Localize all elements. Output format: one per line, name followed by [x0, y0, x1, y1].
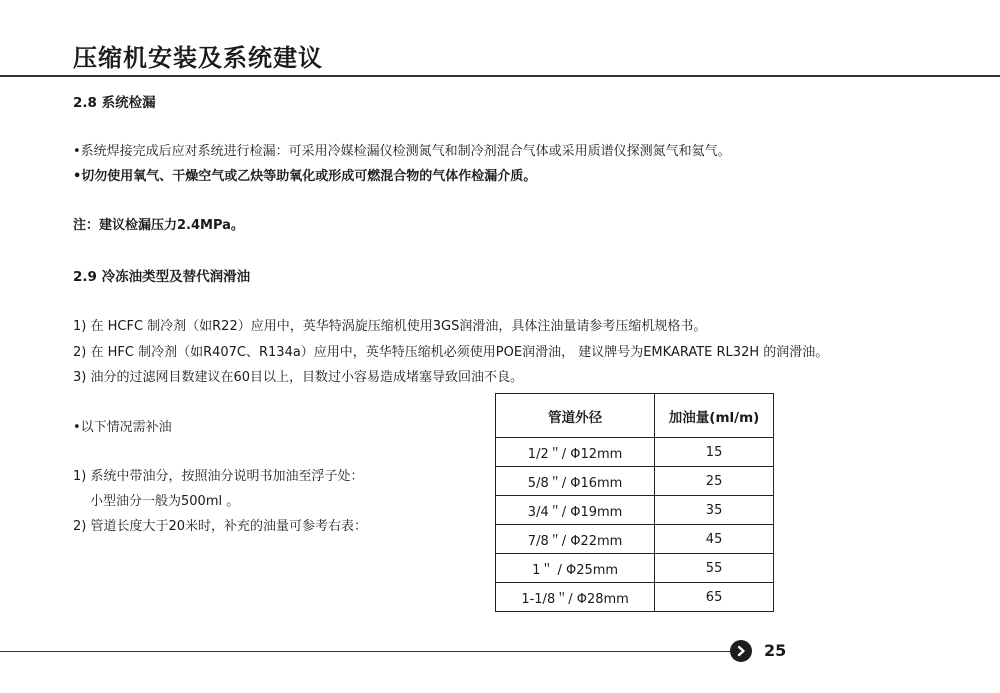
table-row: [496, 496, 774, 525]
page-title: 压缩机安装及系统建议: [73, 44, 323, 72]
table-row: [496, 554, 774, 583]
table-header-row: [496, 394, 774, 438]
header-divider: [0, 75, 1000, 77]
pipe-size-cell: 5/8＂/ Φ16mm: [496, 467, 655, 496]
pipe-size-cell: 1-1/8＂/ Φ28mm: [496, 583, 655, 612]
refill-item-1-cont: 小型油分一般为500ml 。: [90, 494, 240, 509]
oil-refill-table: [495, 393, 774, 612]
oil-item-3: 3) 油分的过滤网目数建议在60目以上，目数过小容易造成堵塞导致回油不良。: [73, 370, 524, 385]
table-row: [496, 438, 774, 467]
chevron-right-icon: [730, 640, 752, 662]
table-row: [496, 525, 774, 554]
refill-item-2: 2) 管道长度大于20米时，补充的油量可参考右表：: [73, 519, 368, 534]
oil-item-1: 1) 在 HCFC 制冷剂（如R22）应用中，英华特涡旋压缩机使用3GS润滑油，具体注油量请参考压缩机规格书。: [73, 319, 707, 334]
section-2-9-heading: 2.9 冷冻油类型及替代润滑油: [73, 269, 251, 285]
oil-amount-cell: 65: [655, 583, 774, 612]
pipe-size-cell: 7/8＂/ Φ22mm: [496, 525, 655, 554]
refill-item-1: 1) 系统中带油分，按照油分说明书加油至浮子处：: [73, 469, 364, 484]
pipe-size-cell: 1＂ / Φ25mm: [496, 554, 655, 583]
oil-amount-cell: 55: [655, 554, 774, 583]
refill-heading: •以下情况需补油: [73, 420, 172, 435]
oil-item-2: 2) 在 HFC 制冷剂（如R407C、R134a）应用中，英华特压缩机必须使用POE润滑油， 建议牌号为EMKARATE RL32H 的润滑油。: [73, 345, 829, 360]
leak-test-paragraph: •系统焊接完成后应对系统进行检漏：可采用冷媒检漏仪检测氮气和制冷剂混合气体或采用质谱仪探测氮气和氦气。: [73, 144, 731, 159]
leak-test-warning: •切勿使用氧气、干燥空气或乙炔等助氧化或形成可燃混合物的气体作检漏介质。: [73, 169, 537, 184]
pipe-size-cell: 3/4＂/ Φ19mm: [496, 496, 655, 525]
oil-amount-cell: 35: [655, 496, 774, 525]
oil-amount-cell: 45: [655, 525, 774, 554]
footer-divider: [0, 651, 738, 652]
oil-amount-cell: 25: [655, 467, 774, 496]
table-header-pipe-diameter: 管道外径: [496, 394, 655, 438]
table-header-oil-amount: 加油量(ml/m): [655, 394, 774, 438]
leak-test-note: 注：建议检漏压力2.4MPa。: [73, 218, 244, 233]
table-row: [496, 467, 774, 496]
pipe-size-cell: 1/2＂/ Φ12mm: [496, 438, 655, 467]
section-2-8-heading: 2.8 系统检漏: [73, 95, 156, 111]
oil-amount-cell: 15: [655, 438, 774, 467]
page-number: 25: [764, 641, 787, 660]
table-row: [496, 583, 774, 612]
